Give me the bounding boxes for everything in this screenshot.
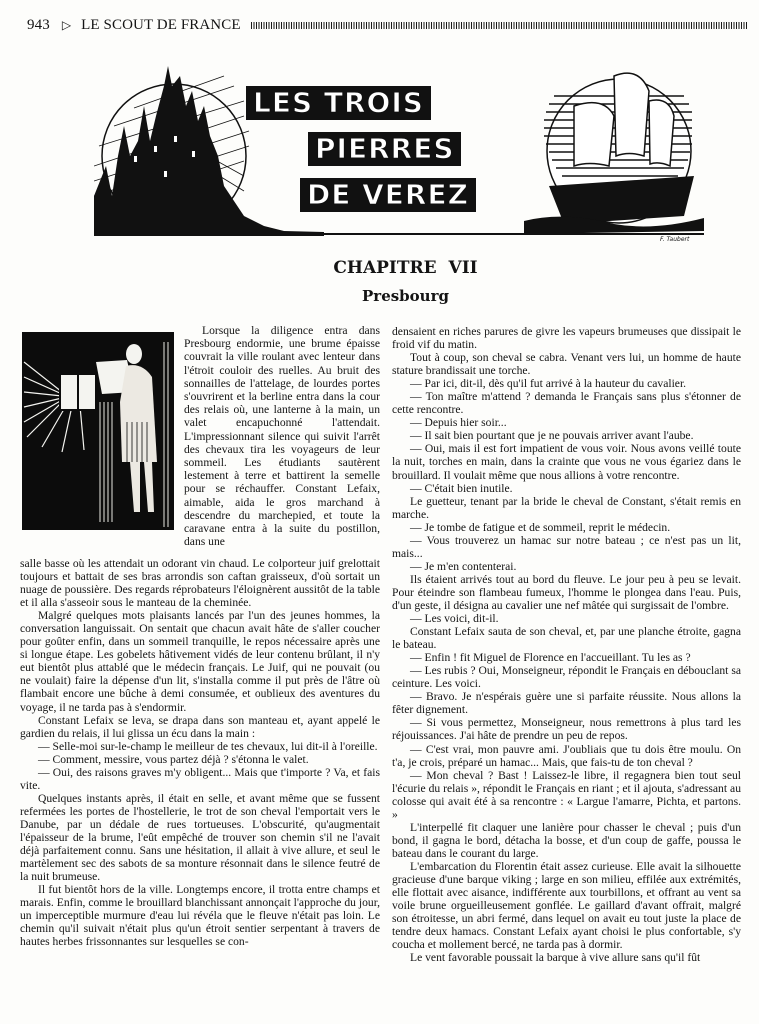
paragraph: densaient en riches parures de givre les vapeurs brumeuses que dissipait le froid vif du matin. [392, 325, 741, 352]
paragraph: Il fut bientôt hors de la ville. Longtemps encore, il trotta entre champs et marais. Enfin, comme le brouillard blanchissant annonçait l'approche du jour, un imperceptible murmure d'eau lui révéla que le fleuve n'était pas loin. Le chemin qu'il suivait n'était plus qu'un étroit sentier serpentant à travers de hautes herbes frissonnantes sur lesquelles se con- [20, 883, 380, 949]
paragraph: salle basse où les attendait un odorant vin chaud. Le colporteur juif grelottait toujours et battait de ses bras arrondis son caftan graisseux, d'où sortait un nuage de poussière. Des regards réprobateurs l'éloignèrent aussitôt de la table et il alla s'asseoir sous le manteau de la cheminée. [20, 557, 380, 610]
paragraph: Le vent favorable poussait la barque à vive allure sans qu'il fût [410, 951, 701, 965]
chapter-heading: CHAPITRE VII [333, 258, 478, 278]
paragraph: — Je m'en contenterai. [410, 559, 517, 573]
paragraph: Ils étaient arrivés tout au bord du fleuve. Le jour peu à peu se levait. Pour éteindre son flambeau fumeux, l'homme le plongea dans l'eau. Puis, d'un geste, il désigna au cavalier une nef mâtée qui surgissait de l'ombre. [392, 572, 741, 612]
paragraph: Malgré quelques mots plaisants lancés par l'un des jeunes hommes, la conversation languissait. On sentait que chacun avait hâte de s'aller coucher pour goûter enfin, dans un sommeil tranquille, le repos nécessaire après une si longue étape. Les gobelets hâtivement vidés de leur contenu brûlant, il n'y eut bientôt plus attablé que le médecin français. Le Juif, qui ne pouvait (ou ne voulait) faire la dépense d'un lit, s'installa comme il put près de l'âtre où flambait encore une bûche à demi consumée, et oublieux des aventures du voyage, il ne tarda pas à s'endormir. [20, 609, 380, 714]
right-column [392, 325, 741, 964]
left-column [20, 557, 380, 948]
paragraph: Constant Lefaix sauta de son cheval, et, par une planche étroite, gagna le bateau. [392, 625, 741, 652]
paragraph: Constant Lefaix se leva, se drapa dans son manteau et, ayant appelé le gardien du relais, il lui glissa un écu dans la main : [20, 713, 380, 740]
paragraph: — Enfin ! fit Miguel de Florence en l'accueillant. Tu les as ? [410, 651, 691, 665]
paragraph: — Mon cheval ? Bast ! Laissez-le libre, il regagnera bien tout seul l'écurie du relais », répondit le Français en riant ; et il ajouta, s'adressant au colosse qui avait été à sa rencontre : « Largue l'amarre, Pichta, et partons. » [392, 768, 741, 821]
paragraph: — Ton maître m'attend ? demanda le Français sans plus s'étonner de cette rencontre. [392, 390, 741, 417]
paragraph: — Bravo. Je n'espérais guère une si parfaite réussite. Nous allons la fêter dignement. [392, 690, 741, 717]
triangle-right-icon: ▷ [61, 17, 72, 32]
paragraph: Tout à coup, son cheval se cabra. Venant vers lui, un homme de haute stature brandissait une torche. [392, 351, 741, 378]
paragraph: L'embarcation du Florentin était assez curieuse. Elle avait la silhouette gracieuse d'une barque viking ; large en son milieu, effilée aux extrémités, elle flottait avec aisance, indifférente aux tourbillons, et offrant au vent sa voile brune orgueilleusement gonflée. Le gaillard d'avant offrait, malgré son étroitesse, un abri fermé, dans lequel on avait eu tout juste la place de tendre deux hamacs. Constant Lefaix ayant choisi le plus confortable, s'y coucha et mollement bercé, ne tarda pas à dormir. [392, 859, 741, 952]
magazine-title: LE SCOUT DE FRANCE [81, 16, 241, 33]
running-header [27, 14, 747, 36]
paragraph: — Les voici, dit-il. [410, 612, 499, 626]
paragraph: — Comment, messire, vous partez déjà ? s'étonna le valet. [38, 752, 309, 766]
left-intro-text [184, 324, 380, 548]
artist-signature: F. Taubert [660, 236, 690, 243]
banner-title-line-3: DE VEREZ [300, 178, 476, 212]
paragraph: — Il sait bien pourtant que je ne pouvais arriver avant l'aube. [410, 429, 694, 443]
paragraph: — Je tombe de fatigue et de sommeil, reprit le médecin. [410, 520, 671, 534]
chapter-subtitle: Presbourg [362, 287, 449, 305]
paragraph: L'interpellé fit claquer une lanière pour chasser le cheval ; puis d'un bond, il gagna le bord, détacha la bosse, et d'un coup de gaffe, poussa le bateau dans le courant du large. [392, 820, 741, 860]
paragraph: — Selle-moi sur-le-champ le meilleur de tes chevaux, lui dit-il à l'oreille. [38, 739, 378, 753]
paragraph: — Par ici, dit-il, dès qu'il fut arrivé à la hauteur du cavalier. [410, 377, 687, 391]
page-number: 943 [27, 16, 50, 33]
paragraph: — Si vous permettez, Monseigneur, nous remettrons à plus tard les réjouissances. J'ai hâte de prendre un peu de repos. [392, 716, 741, 743]
banner-title-line-2: PIERRES [308, 132, 461, 166]
title-banner [94, 46, 708, 246]
paragraph: — Depuis hier soir... [410, 416, 507, 430]
paragraph: — C'était bien inutile. [410, 481, 513, 495]
paragraph: Lorsque la diligence entra dans Presbourg endormie, une brume épaisse couvrait la ville roulant avec lenteur dans l'étroit couloir des ruelles. Au bruit des sonnailles de l'attelage, de lourdes portes s'ouvrirent et la berline entra dans la cour des relais où, une lanterne à la main, un valet encapuchonné l'attendait. L'impressionnant silence qui suivit l'arrêt des chevaux tira les voyageurs de leur sommeil. Les étudiants sautèrent lestement à terre et battirent la semelle pour se réchauffer. Constant Lefaix, aimable, aida le gros marchand à descendre du marchepied, et toute la caravane entra à la suite du postillon, dans une [184, 324, 380, 549]
paragraph: — Oui, mais il est fort impatient de vous voir. Nous avons veillé toute la nuit, torches en main, dans la crainte que vous ne vous égariez dans le brouillard. Il voulait même que nous allions à votre rencontre. [392, 442, 741, 482]
paragraph: — Oui, des raisons graves m'y obligent... Mais que t'importe ? Va, et fais vite. [20, 765, 380, 792]
ship-illustration [524, 73, 704, 234]
paragraph: — C'est vrai, mon pauvre ami. J'oubliais que tu dois être moulu. On t'a, je crois, préparé un hamac... Mais, que fais-tu de ton cheval ? [392, 742, 741, 769]
lantern-illustration [22, 332, 174, 530]
header-rule [251, 22, 747, 29]
banner-title-line-1: LES TROIS [246, 86, 431, 120]
paragraph: Quelques instants après, il était en selle, et avant même que se fussent refermées les portes de l'hostellerie, le trot de son cheval l'emportait vers le Danube, par un dédale de rues tortueuses. L'obscurité, qu'augmentait l'épaisseur de la brume, l'eût empêché de trouver son chemin s'il ne l'avait déjà parfaitement connu. Sans une hésitation, il allait à vive allure, et seul le martèlement sec des sabots de sa monture résonnait dans le silence feutré de la nuit brumeuse. [20, 791, 380, 884]
paragraph: Le guetteur, tenant par la bride le cheval de Constant, s'était remis en marche. [392, 494, 741, 521]
paragraph: — Vous trouverez un hamac sur notre bateau ; ce n'est pas un lit, mais... [392, 533, 741, 560]
paragraph: — Les rubis ? Oui, Monseigneur, répondit le Français en débouclant sa ceinture. Les voici. [392, 664, 741, 691]
